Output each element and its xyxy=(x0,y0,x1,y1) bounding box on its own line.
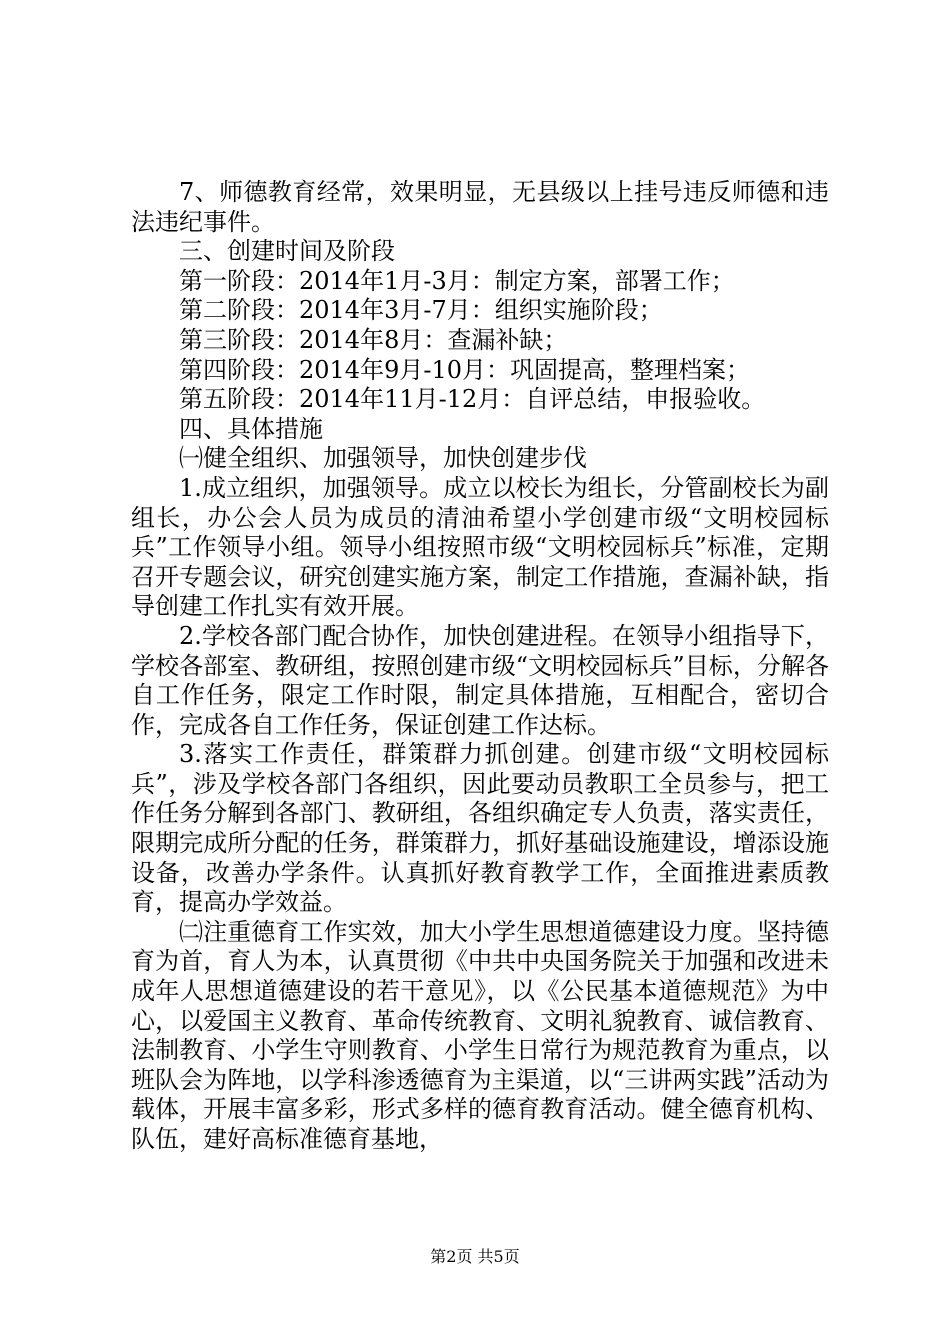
paragraph: 7、师德教育经常，效果明显，无县级以上挂号违反师德和违法违纪事件。 xyxy=(131,178,829,236)
page-number-footer: 第2页 共5页 xyxy=(430,1247,520,1266)
paragraph: ㈡注重德育工作实效，加大小学生思想道德建设力度。坚持德育为首，育人为本，认真贯彻《中共中央国务院关于加强和改进未成年人思想道德建设的若干意见》，以《公民基本道德规范》为中心，以爱国主义教育、革命传统教育、文明礼貌教育、诚信教育、法制教育、小学生守则教育、小学生日常行为规范教育为重点，以班队会为阵地，以学科渗透德育为主渠道，以“三讲两实践”活动为载体，开展丰富多彩，形式多样的德育教育活动。健全德育机构、队伍，建好高标准德育基地， xyxy=(131,917,829,1153)
paragraph: 1.成立组织，加强领导。成立以校长为组长，分管副校长为副组长，办公会人员为成员的清油希望小学创建市级“文明校园标兵”工作领导小组。领导小组按照市级“文明校园标兵”标准，定期召开专题会议，研究创建实施方案，制定工作措施，查漏补缺，指导创建工作扎实有效开展。 xyxy=(131,473,829,621)
paragraph: 2.学校各部门配合协作，加快创建进程。在领导小组指导下，学校各部室、教研组，按照创建市级“文明校园标兵”目标，分解各自工作任务，限定工作时限，制定具体措施，互相配合，密切合作，完成各自工作任务，保证创建工作达标。 xyxy=(131,621,829,739)
section-heading: 三、创建时间及阶段 xyxy=(179,237,395,266)
stage-item: 第四阶段：2014年9月-10月：巩固提高，整理档案； xyxy=(179,355,750,384)
stage-item: 第三阶段：2014年8月：查漏补缺； xyxy=(179,325,568,354)
stage-item: 第二阶段：2014年3月-7月：组织实施阶段； xyxy=(179,296,663,325)
stage-item: 第一阶段：2014年1月-3月：制定方案，部署工作； xyxy=(179,266,735,295)
subsection-heading: ㈠健全组织、加强领导，加快创建步伐 xyxy=(179,444,587,473)
stage-item: 第五阶段：2014年11月-12月：自评总结，申报验收。 xyxy=(179,385,766,414)
document-body xyxy=(131,178,829,1155)
paragraph: 3.落实工作责任，群策群力抓创建。创建市级“文明校园标兵”，涉及学校各部门各组织，因此要动员教职工全员参与，把工作任务分解到各部门、教研组，各组织确定专人负责，落实责任，限期完成所分配的任务，群策群力，抓好基础设施建设，增添设施设备，改善办学条件。认真抓好教育教学工作，全面推进素质教育，提高办学效益。 xyxy=(131,740,829,917)
section-heading: 四、具体措施 xyxy=(179,414,323,443)
